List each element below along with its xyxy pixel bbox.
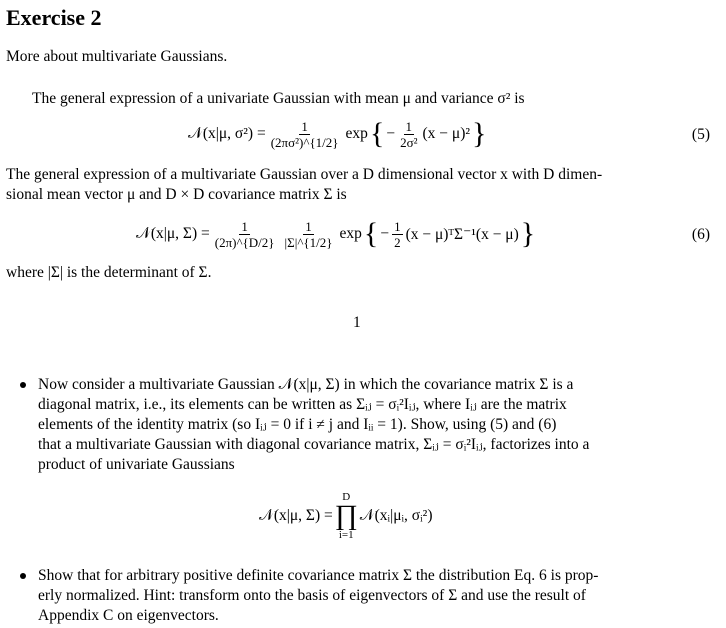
- intro-text: More about multivariate Gaussians.: [6, 48, 228, 65]
- eq5-right-brace: }: [472, 117, 487, 150]
- eq6-frac1-den: (2π)^{D/2}: [214, 234, 275, 250]
- equation-5: [188, 114, 488, 154]
- eq6-left-brace: {: [363, 217, 379, 250]
- product-operator: [335, 491, 358, 541]
- equation-product: [259, 488, 433, 544]
- eq6-inner-fraction: [392, 219, 403, 250]
- eq6-inner-prefix: −: [380, 225, 390, 242]
- eq7-rhs: 𝒩(xᵢ|μᵢ, σᵢ²): [359, 507, 433, 524]
- eq7-lhs: 𝒩(x|μ, Σ) =: [259, 507, 333, 524]
- bullet-1-line-3: elements of the identity matrix (so Iᵢⱼ = 0 if i ≠ j and Iᵢᵢ = 1). Show, using (5) and (6): [38, 416, 557, 433]
- eq5-inner-frac-num: 1: [405, 118, 413, 134]
- product-upper-limit: D: [342, 491, 351, 503]
- eq5-inner-frac-den: 2σ²: [400, 134, 418, 150]
- eq6-fraction-1: [213, 219, 277, 250]
- eq5-lhs: 𝒩(x|μ, σ²) =: [188, 125, 266, 142]
- eq6-inner-tail: (x − μ)ᵀΣ⁻¹(x − μ): [405, 225, 519, 243]
- bullet-1-line-4: that a multivariate Gaussian with diagonal covariance matrix, Σᵢⱼ = σᵢ²Iᵢⱼ, factorizes into a: [38, 436, 590, 453]
- eq6-frac1-num: 1: [241, 218, 248, 234]
- eq6-frac2-den: |Σ|^{1/2}: [284, 234, 333, 250]
- bullet-1-marker: [20, 382, 26, 388]
- bullet-2-marker: [20, 573, 26, 579]
- eq5-left-brace: {: [369, 117, 385, 150]
- eq6-inner-frac-den: 2: [394, 234, 401, 250]
- bullet-1-line-2: diagonal matrix, i.e., its elements can be written as Σᵢⱼ = σᵢ²Iᵢⱼ, where Iᵢⱼ are the matrix: [38, 396, 567, 413]
- equation-5-number: (5): [691, 126, 710, 143]
- bullet-2-line-2: erly normalized. Hint: transform onto the basis of eigenvectors of Σ and use the result of: [38, 587, 586, 604]
- eq6-exp: exp: [339, 225, 362, 242]
- bullet-1-line-5: product of univariate Gaussians: [38, 456, 235, 473]
- product-lower-limit: i=1: [338, 529, 354, 541]
- equation-6-number: (6): [691, 226, 710, 243]
- eq5-inner-prefix: −: [386, 125, 396, 142]
- eq5-fraction: [269, 119, 341, 150]
- eq6-frac2-num: 1: [305, 218, 312, 234]
- bullet-2-line-1: Show that for arbitrary positive definite covariance matrix Σ the distribution Eq. 6 is prop-: [38, 567, 599, 584]
- para-multivariate-line2: sional mean vector μ and D × D covariance matrix Σ is: [6, 186, 347, 203]
- exercise-title: Exercise 2: [6, 5, 102, 30]
- para-multivariate-line1: The general expression of a multivariate Gaussian over a D dimensional vector x with D dimen-: [6, 166, 603, 183]
- page-number: 1: [353, 314, 361, 331]
- eq5-exp: exp: [345, 125, 368, 142]
- eq6-inner-frac-num: 1: [394, 218, 401, 234]
- eq5-inner-fraction: [398, 119, 419, 150]
- eq5-frac-num: 1: [301, 118, 308, 134]
- equation-6: [136, 213, 537, 255]
- where-determinant-text: where |Σ| is the determinant of Σ.: [6, 264, 212, 281]
- eq6-fraction-2: [283, 219, 335, 250]
- eq5-frac-den: (2πσ²)^{1/2}: [270, 134, 339, 150]
- eq6-right-brace: }: [520, 217, 536, 250]
- product-symbol: ∏: [334, 500, 358, 531]
- eq6-lhs: 𝒩(x|μ, Σ) =: [136, 225, 210, 242]
- para-univariate: The general expression of a univariate Gaussian with mean μ and variance σ² is: [32, 90, 525, 107]
- bullet-1-line-1: Now consider a multivariate Gaussian 𝒩(x|μ, Σ) in which the covariance matrix Σ is a: [38, 376, 574, 393]
- bullet-2-line-3: Appendix C on eigenvectors.: [38, 607, 219, 624]
- eq5-inner-tail: (x − μ)²: [422, 125, 471, 142]
